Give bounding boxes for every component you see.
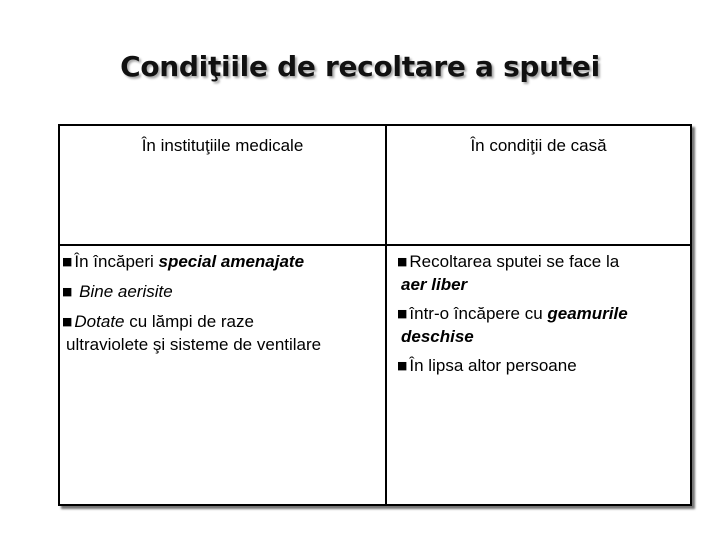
item-emphasis: special amenajate bbox=[158, 252, 305, 271]
row-divider bbox=[60, 244, 690, 246]
item-text: În lipsa altor persoane bbox=[409, 356, 577, 375]
item-continuation: ultraviolete şi sisteme de ventilare bbox=[66, 335, 322, 354]
column-divider bbox=[385, 126, 387, 504]
header-home-conditions: În condiţii de casă bbox=[470, 136, 607, 155]
item-text: cu lămpi de raze bbox=[124, 312, 254, 331]
square-bullet-icon: ■ bbox=[397, 255, 408, 268]
item-emphasis: aer liber bbox=[401, 275, 468, 294]
square-bullet-icon: ■ bbox=[397, 307, 408, 320]
square-bullet-icon: ■ bbox=[62, 285, 73, 298]
list-item bbox=[62, 278, 384, 308]
item-text: într-o încăpere cu bbox=[409, 304, 548, 323]
slide-title: Condiţiile de recoltare a sputei bbox=[120, 50, 600, 83]
item-emphasis: deschise bbox=[401, 327, 474, 346]
square-bullet-icon: ■ bbox=[397, 359, 408, 372]
header-medical-institutions: În instituţiile medicale bbox=[141, 136, 304, 155]
item-text: Recoltarea sputei se face la bbox=[409, 252, 620, 271]
cell-home-conditions bbox=[397, 248, 687, 382]
item-text: În încăperi bbox=[74, 252, 159, 271]
conditions-table bbox=[58, 124, 692, 506]
item-emphasis: Dotate bbox=[74, 312, 125, 331]
item-emphasis: geamurile bbox=[547, 304, 628, 323]
item-text: Bine aerisite bbox=[74, 282, 173, 301]
cell-medical-institutions bbox=[62, 248, 384, 360]
list-item bbox=[62, 248, 384, 278]
square-bullet-icon: ■ bbox=[62, 315, 73, 328]
square-bullet-icon: ■ bbox=[62, 255, 73, 268]
list-item bbox=[397, 352, 687, 382]
